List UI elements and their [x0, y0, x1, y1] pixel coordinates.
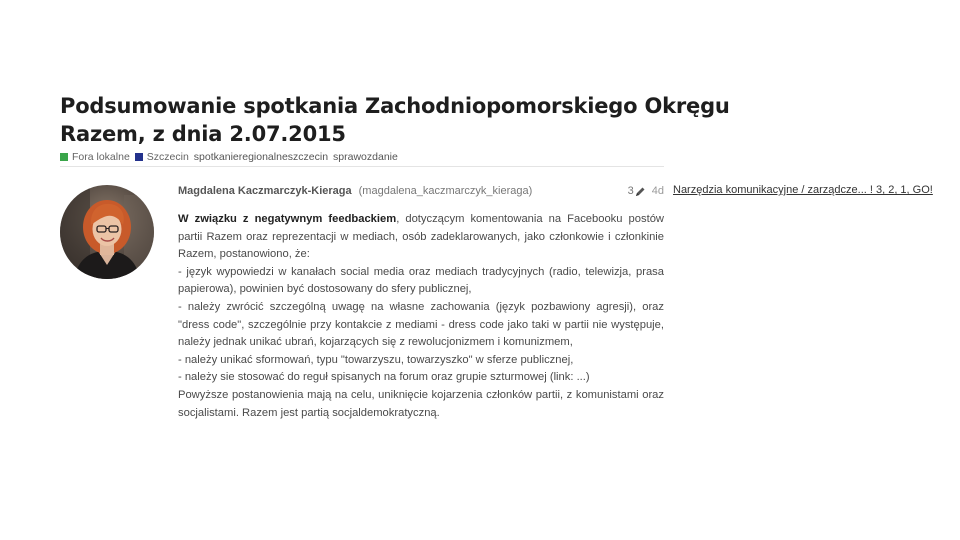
header-divider — [60, 166, 664, 167]
post-intro-rest: , dotyczącym komentowania na Facebooku postów partii Razem oraz reprezentacji w mediach, osób zadeklarowanych, jako członkowie i członkinie Razem, postanowiono, że: — [178, 213, 664, 261]
pencil-icon[interactable] — [635, 186, 646, 197]
category-color-swatch — [60, 153, 68, 161]
sidebar-related-topic-link[interactable]: Narzędzia komunikacyjne / zarządcze... ! 3, 2, 1, GO! — [673, 184, 933, 196]
post — [178, 183, 664, 422]
tag-sprawozdanie[interactable]: sprawozdanie — [333, 151, 398, 163]
post-point: - należy zwrócić szczególną uwagę na własne zachowania (język pozbawiony agresji), oraz "dress code", szczególnie przy kontakcie z mediami - dress code jako taki w partii nie występuje, należy jednak unikać ubrań, kojarzących się z rewolucjonizmem i komunizmem, — [178, 300, 664, 349]
avatar[interactable] — [60, 185, 154, 279]
author-username: (magdalena_kaczmarczyk_kieraga) — [358, 185, 533, 197]
post-point: - należy sie stosować do reguł spisanych na forum oraz grupie szturmowej (link: ...) — [178, 371, 590, 384]
post-point: - należy unikać sformowań, typu "towarzyszu, towarzyszko" w sferze publicznej, — [178, 353, 574, 366]
post-body — [178, 211, 664, 422]
post-intro-bold: W związku z negatywnym feedbackiem — [178, 213, 397, 225]
tag-spotkanieregionalneszczecin[interactable]: spotkanieregionalneszczecin — [193, 151, 329, 163]
edit-count[interactable]: 3 — [627, 185, 634, 197]
avatar-photo — [60, 185, 154, 279]
author-name[interactable]: Magdalena Kaczmarczyk-Kieraga — [178, 185, 352, 197]
category-color-swatch — [135, 153, 143, 161]
topic-header — [60, 92, 820, 164]
category-label: Fora lokalne — [72, 151, 130, 163]
category-label: Szczecin — [146, 151, 189, 163]
topic-meta — [60, 150, 820, 164]
post-closing: Powyższe postanowienia mają na celu, uniknięcie kojarzenia członków partii, z komunistami oraz socjalistami. Razem jest partią socjaldemokratyczną. — [178, 388, 664, 419]
post-meta — [178, 183, 664, 199]
post-stats — [628, 183, 664, 199]
topic-title: Podsumowanie spotkania Zachodniopomorskiego Okręgu Razem, z dnia 2.07.2015 — [60, 94, 730, 146]
post-intro — [178, 211, 664, 264]
category-fora-lokalne[interactable] — [60, 150, 130, 164]
post-date[interactable]: 4d — [651, 185, 664, 197]
category-szczecin[interactable] — [135, 150, 189, 164]
post-point: - język wypowiedzi w kanałach social media oraz mediach tradycyjnych (radio, telewizja, prasa papierowa), powinien być dostosowany do sfery publicznej, — [178, 265, 664, 296]
